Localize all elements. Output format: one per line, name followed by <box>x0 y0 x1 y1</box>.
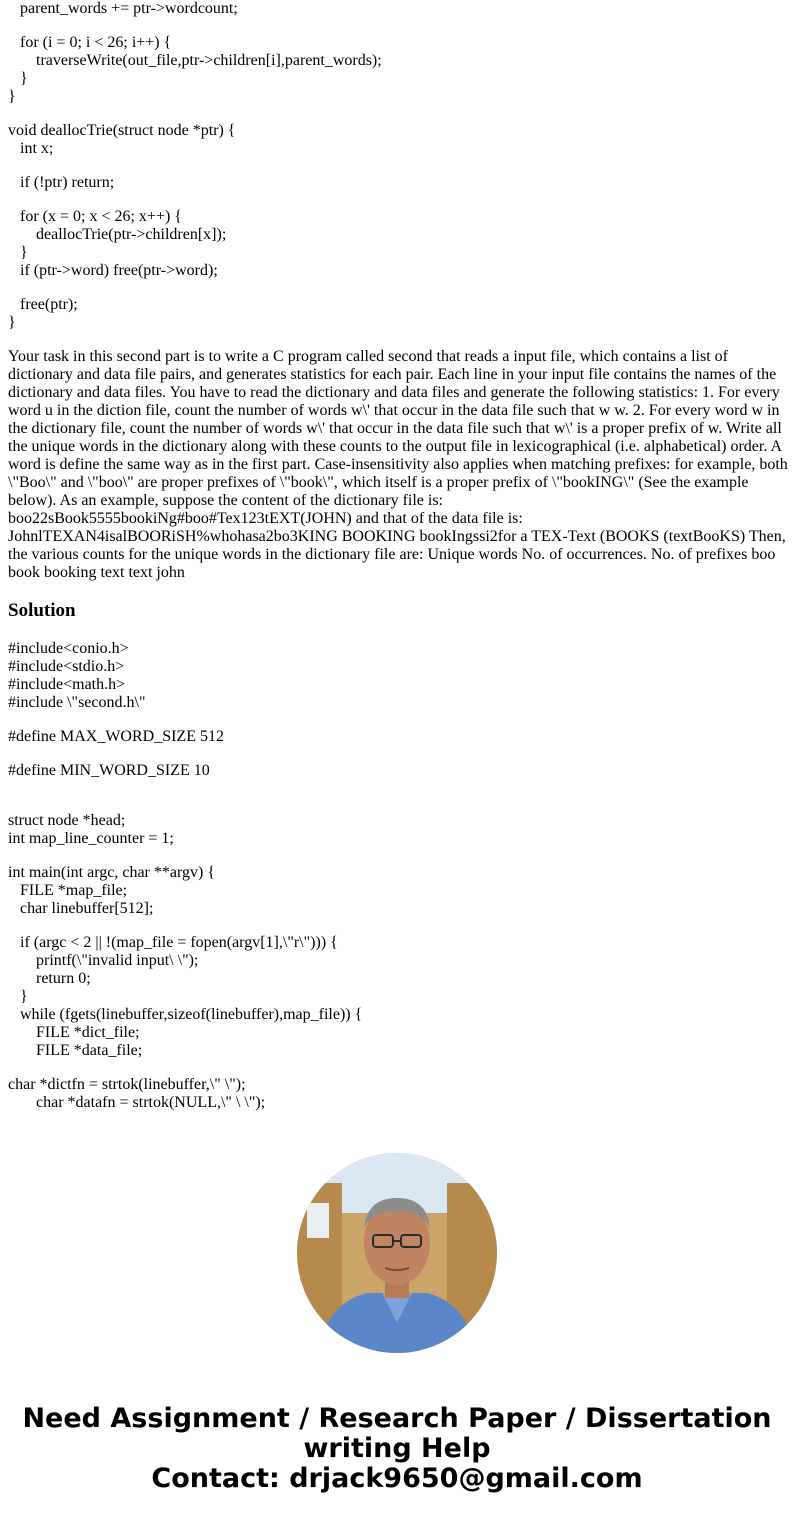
code-line: struct node *head; <box>8 812 126 829</box>
code-line <box>8 18 788 34</box>
code-line: char *dictfn = strtok(linebuffer,\" \"); <box>8 1076 246 1093</box>
code-line: #include \"second.h\" <box>8 694 146 711</box>
code-block-solution <box>8 640 788 1112</box>
code-line <box>8 280 788 296</box>
code-line: int main(int argc, char **argv) { <box>8 864 216 881</box>
code-line: printf(\"invalid input\ \"); <box>36 952 199 969</box>
code-line: if (argc < 2 || !(map_file = fopen(argv[1],\"r\"))) { <box>20 934 338 951</box>
footer-contact: Contact: drjack9650@gmail.com <box>151 1463 643 1494</box>
code-line: } <box>20 70 28 87</box>
code-line: deallocTrie(ptr->children[x]); <box>36 226 227 243</box>
code-line: if (ptr->word) free(ptr->word); <box>20 262 218 279</box>
code-line: void deallocTrie(struct node *ptr) { <box>8 122 236 139</box>
code-line: for (i = 0; i < 26; i++) { <box>20 34 172 51</box>
code-line <box>8 796 788 812</box>
code-line: FILE *dict_file; <box>36 1024 140 1041</box>
code-block-top <box>8 0 788 332</box>
code-line: #define MAX_WORD_SIZE 512 <box>8 728 224 745</box>
code-line: } <box>20 244 28 261</box>
code-line: #include<math.h> <box>8 676 126 693</box>
code-line: free(ptr); <box>20 296 78 313</box>
code-line: #include<conio.h> <box>8 640 129 657</box>
author-avatar <box>297 1153 497 1353</box>
footer-banner <box>0 1404 794 1494</box>
code-line: traverseWrite(out_file,ptr->children[i],parent_words); <box>36 52 382 69</box>
solution-heading: Solution <box>8 600 76 621</box>
code-line <box>8 158 788 174</box>
code-line: char linebuffer[512]; <box>20 900 154 917</box>
code-line <box>8 192 788 208</box>
code-line: FILE *map_file; <box>20 882 128 899</box>
code-line <box>8 918 788 934</box>
code-line: FILE *data_file; <box>36 1042 143 1059</box>
document-body <box>8 0 788 1112</box>
code-line: } <box>20 988 28 1005</box>
code-line <box>8 1060 788 1076</box>
code-line: } <box>8 314 16 331</box>
code-line <box>8 848 788 864</box>
code-line: if (!ptr) return; <box>20 174 115 191</box>
question-paragraph: Your task in this second part is to write a C program called second that reads a input file, which contains a list of dictionary and data file pairs, and generates statistics for each pair. Each line in your input file contains the names of the dictionary and data files. You have to read the dictionary and data files and generate the following statistics: 1. For every word u in the diction file, count the number of words w\' that occur in the data file such that w w. 2. For every word w in the dictionary file, count the number of words w\' that occur in the data file such that w\' is a proper prefix of w. Write all the unique words in the dictionary along with these counts to the output file in lexicographical (i.e. alphabetical) order. A word is define the same way as in the first part. Case-insensitivity also applies when matching prefixes: for example, both \"Boo\" and \"boo\" are proper prefixes of \"book\", which itself is a proper prefix of \"bookING\" (See the example below). As an example, suppose the content of the dictionary file is: boo22sBook5555bookiNg#boo#Tex123tEXT(JOHN) and that of the data file is: JohnlTEXAN4isalBOORiSH%whohasa2bo3KING BOOKING bookIngssi2for a TEX-Text (BOOKS (textBooKS) Then, the various counts for the unique words in the dictionary file are: Unique words No. of occurrences. No. of prefixes boo book booking text text john <box>8 348 788 581</box>
footer-line-2: writing Help <box>303 1433 491 1464</box>
footer-line-1: Need Assignment / Research Paper / Dissertation <box>22 1403 772 1434</box>
code-line: } <box>8 88 16 105</box>
code-line <box>8 780 788 796</box>
code-line <box>8 746 788 762</box>
code-line: int map_line_counter = 1; <box>8 830 174 847</box>
author-photo <box>297 1153 497 1353</box>
code-line: for (x = 0; x < 26; x++) { <box>20 208 182 225</box>
code-line: #include<stdio.h> <box>8 658 125 675</box>
code-line: int x; <box>20 140 54 157</box>
code-line: #define MIN_WORD_SIZE 10 <box>8 762 210 779</box>
code-line: return 0; <box>36 970 91 987</box>
code-line <box>8 712 788 728</box>
code-line <box>8 106 788 122</box>
code-line: while (fgets(linebuffer,sizeof(linebuffer),map_file)) { <box>20 1006 363 1023</box>
code-line: char *datafn = strtok(NULL,\" \ \"); <box>36 1094 266 1111</box>
code-line: parent_words += ptr->wordcount; <box>20 0 238 17</box>
